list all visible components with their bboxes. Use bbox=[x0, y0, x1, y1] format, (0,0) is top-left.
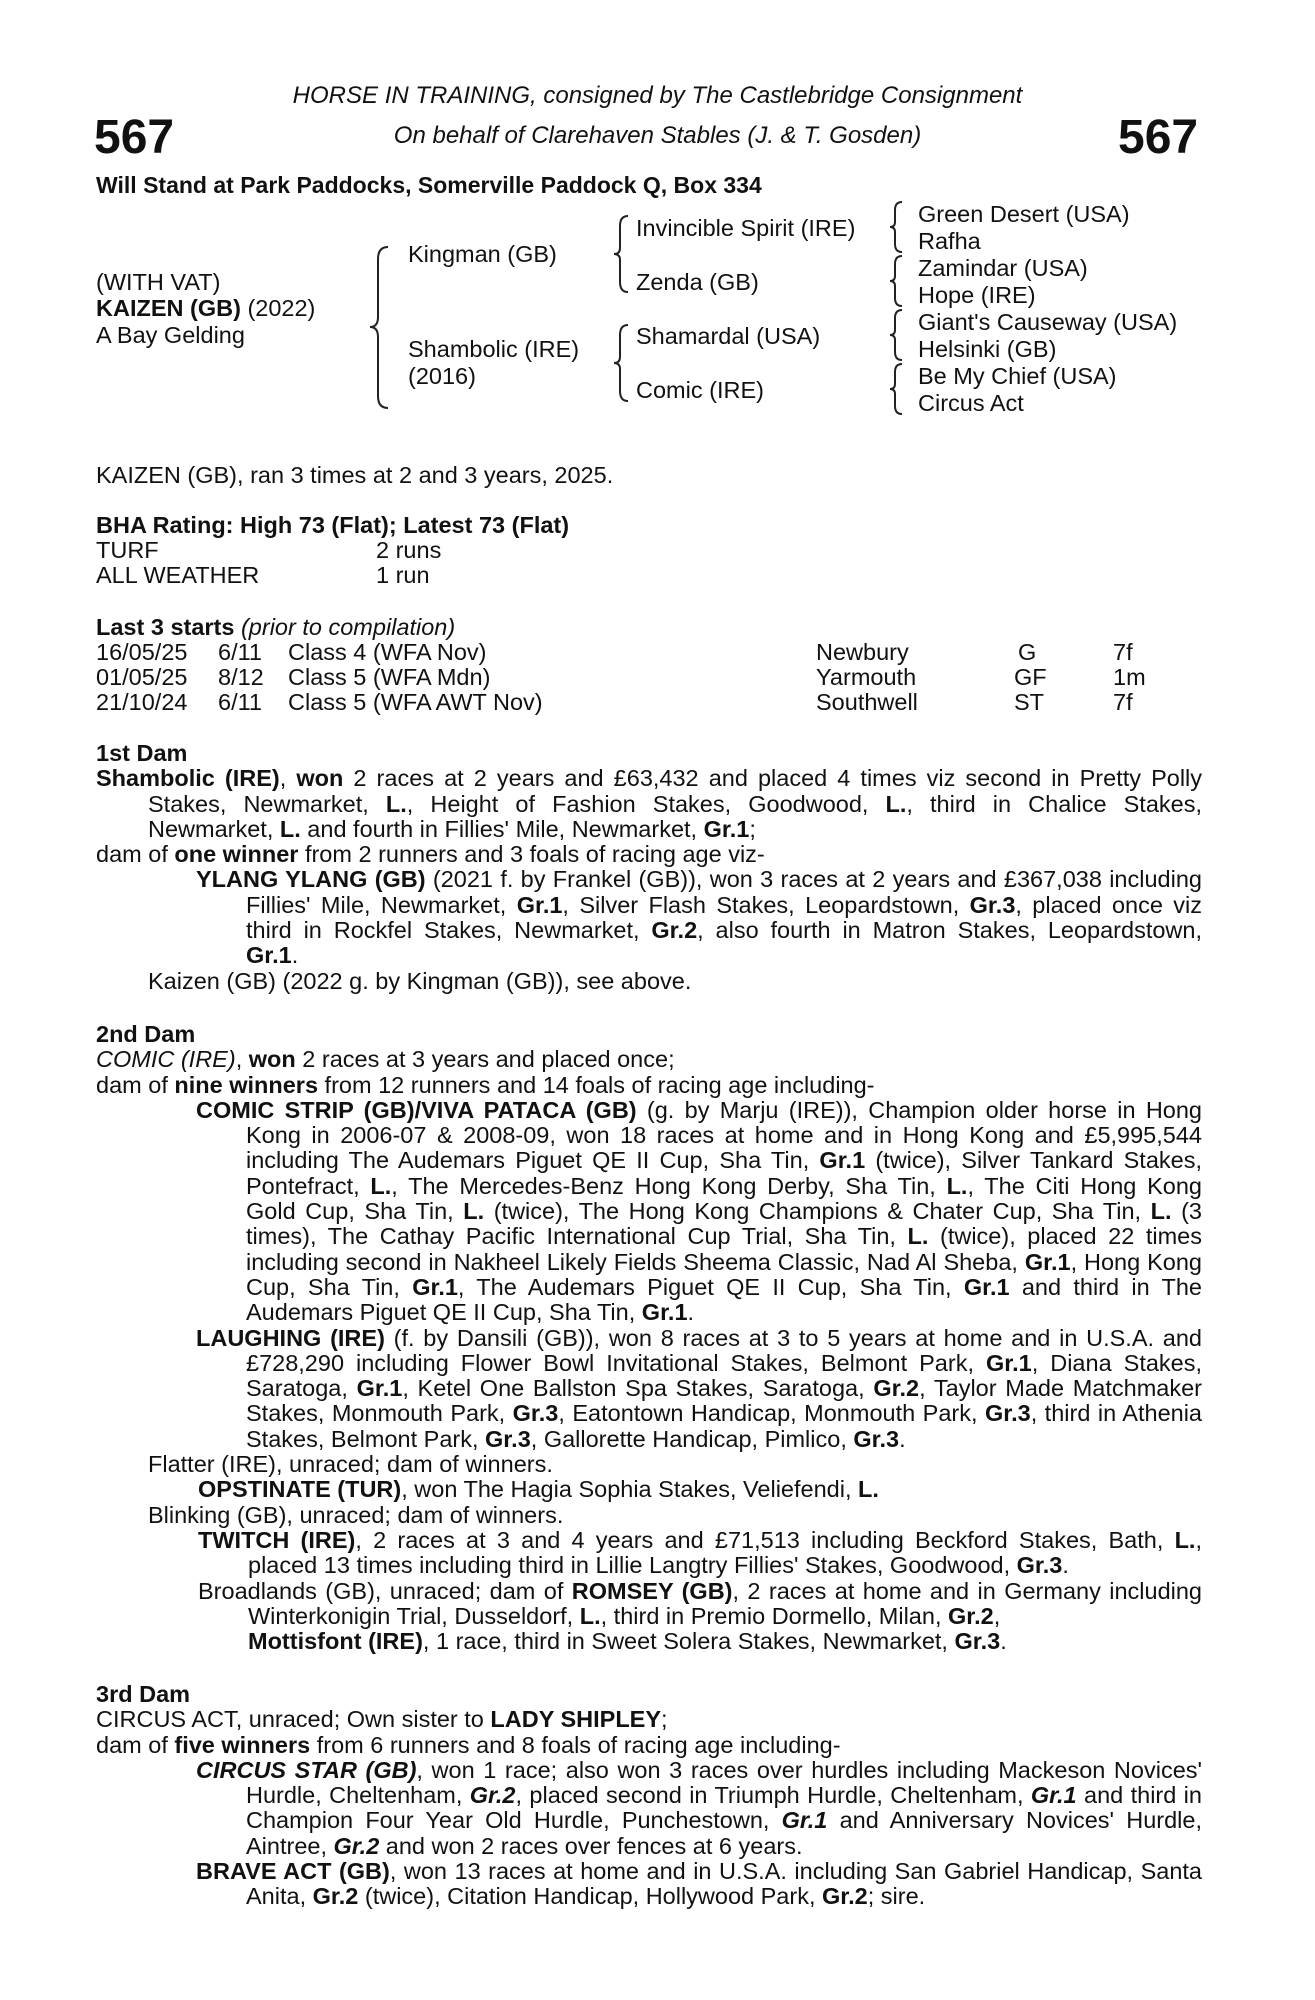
pedigree-dam-dam: Comic (IRE) bbox=[636, 377, 764, 403]
pedigree-g2: Rafha bbox=[918, 228, 981, 254]
group-label: Gr.3 bbox=[969, 891, 1016, 918]
text: , won 13 races at home and in U.S.A. including San Gabriel Handicap, Santa Anita, bbox=[246, 1858, 1202, 1910]
text: . bbox=[1000, 1628, 1007, 1655]
text: and third in Champion Four Year Old Hurdle, Punchestown, bbox=[246, 1782, 1202, 1834]
progeny-kaizen: Kaizen (GB) (2022 g. by Kingman (GB)), see above. bbox=[148, 967, 692, 994]
won-label: won bbox=[296, 765, 344, 792]
group-label: Gr.3 bbox=[853, 1425, 900, 1452]
pedigree-brace-g1 bbox=[888, 200, 904, 259]
location-line: Will Stand at Park Paddocks, Somerville Paddock Q, Box 334 bbox=[96, 172, 762, 198]
start-course: Newbury bbox=[816, 639, 909, 665]
group-label: Gr.2 bbox=[651, 917, 698, 944]
horse-year: (2022) bbox=[247, 295, 316, 321]
text: , placed once viz third in Rockfel Stakes, Newmarket, bbox=[246, 891, 1203, 944]
pedigree-g5: Giant's Causeway (USA) bbox=[918, 309, 1178, 335]
group-label: Gr.3 bbox=[1016, 1552, 1063, 1579]
text: , The Audemars Piguet QE II Cup, Sha Tin, bbox=[457, 1273, 964, 1300]
second-dam-section bbox=[96, 1022, 1202, 1654]
start-position: 6/11 bbox=[218, 689, 262, 715]
group-label: Gr.3 bbox=[485, 1425, 531, 1452]
text: , placed 13 times including third in Lillie Langtry Fillies' Stakes, Goodwood, bbox=[248, 1526, 1202, 1579]
rating-runs: 1 run bbox=[376, 562, 430, 588]
text: , third in Premio Dormello, Milan, bbox=[600, 1602, 949, 1629]
text: from 2 runners and 3 foals of racing age viz- bbox=[298, 841, 765, 868]
lot-number-right: 567 bbox=[1118, 111, 1199, 164]
pedigree-brace-sire bbox=[612, 214, 630, 299]
first-dam-section bbox=[96, 741, 1202, 994]
text: , Taylor Made Matchmaker Stakes, Monmouth Park, bbox=[246, 1375, 1202, 1427]
text: , third in Chalice Stakes, Newmarket, bbox=[148, 790, 1203, 842]
first-dam-produce-line bbox=[96, 842, 1202, 867]
progeny-ylang-ylang bbox=[96, 867, 1202, 968]
text: from 12 runners and 14 foals of racing age including- bbox=[318, 1071, 875, 1098]
group-label: Gr.1 bbox=[412, 1273, 458, 1300]
pedigree-g6: Helsinki (GB) bbox=[918, 336, 1057, 362]
group-label: Gr.2 bbox=[312, 1883, 359, 1910]
second-dam-heading: 2nd Dam bbox=[96, 1021, 196, 1047]
winner-count: nine winners bbox=[174, 1071, 319, 1098]
start-distance: 1m bbox=[1113, 664, 1146, 690]
pedigree-dam-sire: Shamardal (USA) bbox=[636, 323, 821, 349]
group-label: Gr.1 bbox=[703, 815, 750, 842]
last-starts-note: (prior to compilation) bbox=[240, 614, 456, 640]
start-course: Southwell bbox=[816, 689, 918, 715]
progeny-brave-act bbox=[96, 1859, 1202, 1910]
listed-label: L. bbox=[385, 790, 407, 817]
text: . bbox=[899, 1425, 906, 1452]
winner-count: one winner bbox=[174, 841, 299, 868]
text: , third in Athenia Stakes, Belmont Park, bbox=[246, 1400, 1203, 1452]
text: , Eatontown Handicap, Monmouth Park, bbox=[558, 1400, 985, 1427]
listed-label: L. bbox=[579, 1602, 601, 1629]
group-label: Gr.1 bbox=[963, 1273, 1010, 1300]
group-label: Gr.2 bbox=[873, 1375, 920, 1402]
pedigree-brace-g2 bbox=[888, 254, 904, 313]
text: , 1 race, third in Sweet Solera Stakes, Newmarket, bbox=[422, 1628, 955, 1655]
pedigree-brace-dam bbox=[612, 323, 630, 408]
listed-label: L. bbox=[279, 815, 301, 842]
pedigree-dam-year: (2016) bbox=[408, 363, 476, 389]
group-label: Gr.3 bbox=[954, 1628, 1001, 1655]
text: and Anniversary Novices' Hurdle, Aintree, bbox=[246, 1807, 1202, 1859]
text: , Ketel One Ballston Spa Stakes, Saratoga, bbox=[402, 1375, 874, 1402]
group-label: Gr.2 bbox=[822, 1883, 868, 1910]
text: ; bbox=[661, 1706, 668, 1733]
text: dam of bbox=[96, 841, 175, 868]
pedigree-g8: Circus Act bbox=[918, 390, 1024, 416]
text: dam of bbox=[96, 1731, 175, 1758]
start-race: Class 5 (WFA Mdn) bbox=[288, 664, 491, 690]
text: (twice), Silver Tankard Stakes, Pontefract, bbox=[246, 1147, 1202, 1199]
second-dam-produce-line bbox=[96, 1073, 1202, 1098]
start-distance: 7f bbox=[1113, 639, 1133, 665]
pedigree-g7: Be My Chief (USA) bbox=[918, 363, 1117, 389]
group-label: Gr.2 bbox=[333, 1832, 380, 1859]
rating-row: ALL WEATHER bbox=[96, 562, 260, 588]
third-dam-section bbox=[96, 1682, 1202, 1910]
last-starts-title bbox=[96, 615, 455, 640]
horse-description: A Bay Gelding bbox=[96, 322, 245, 348]
group-label: Gr.1 bbox=[781, 1807, 828, 1834]
horse-title bbox=[96, 296, 315, 321]
listed-label: L. bbox=[1174, 1526, 1196, 1553]
progeny-name: LAUGHING (IRE) bbox=[196, 1324, 385, 1351]
last-starts-heading: Last 3 starts bbox=[96, 614, 235, 640]
first-dam-name: Shambolic (IRE) bbox=[96, 765, 280, 792]
progeny-laughing bbox=[96, 1326, 1202, 1452]
pedigree-sire-sire: Invincible Spirit (IRE) bbox=[636, 215, 856, 241]
text: , The Citi Hong Kong Gold Cup, Sha Tin, bbox=[246, 1172, 1202, 1225]
group-label: Gr.2 bbox=[948, 1602, 994, 1629]
start-date: 21/10/24 bbox=[96, 689, 188, 715]
progeny-circus-star bbox=[96, 1758, 1202, 1859]
text: (twice), The Hong Kong Champions & Chater Cup, Sha Tin, bbox=[484, 1198, 1151, 1225]
winner-count: five winners bbox=[174, 1731, 311, 1758]
text: (f. by Dansili (GB)), won 8 races at 3 to 5 years at home and in U.S.A. and £728,290 including Flower Bowl Invitational Stakes, Belmont Park, bbox=[246, 1324, 1202, 1376]
listed-label: L. bbox=[858, 1476, 879, 1503]
listed-label: L. bbox=[1150, 1198, 1172, 1225]
progeny-name: COMIC STRIP (GB)/VIVA PATACA (GB) bbox=[196, 1096, 637, 1123]
text: (twice), Citation Handicap, Hollywood Park, bbox=[358, 1883, 823, 1910]
progeny-name: OPSTINATE (TUR) bbox=[198, 1476, 402, 1503]
pedigree-g4: Hope (IRE) bbox=[918, 282, 1036, 308]
text: , Diana Stakes, Saratoga, bbox=[246, 1349, 1203, 1402]
text: 2 races at 2 years and £63,432 and placed 4 times viz second in Pretty Polly Stakes, Newmarket, bbox=[148, 765, 1203, 817]
text: , Silver Flash Stakes, Leopardstown, bbox=[562, 891, 970, 918]
listed-label: L. bbox=[885, 790, 907, 817]
group-label: Gr.2 bbox=[469, 1782, 516, 1809]
third-dam-record bbox=[96, 1707, 1202, 1732]
on-behalf-line: On behalf of Clarehaven Stables (J. & T. Gosden) bbox=[393, 122, 922, 149]
listed-label: L. bbox=[463, 1198, 485, 1225]
pedigree-dam: Shambolic (IRE) bbox=[408, 336, 580, 362]
first-dam-record: Shambolic (IRE), won 2 races at 2 years and £63,432 and placed 4 times viz second in Pretty Polly Stakes, Newmarket, L., Height of Fashion Stakes, Goodwood, L., third in Chalice Stakes, Newmarket, L. and fourth in Fillies' Mile, Newmarket, Gr.1; bbox=[96, 765, 1203, 842]
rating-row: TURF bbox=[96, 537, 159, 563]
text: (3 times), The Cathay Pacific International Cup Trial, Sha Tin, bbox=[246, 1198, 1202, 1250]
group-label: Gr.1 bbox=[516, 891, 563, 918]
text: , won The Hagia Sophia Stakes, Veliefendi, bbox=[401, 1476, 859, 1503]
text: CIRCUS ACT, unraced; Own sister to bbox=[96, 1706, 491, 1733]
progeny-name: ROMSEY (GB) bbox=[571, 1577, 733, 1604]
group-label: Gr.1 bbox=[985, 1349, 1032, 1376]
text: , Height of Fashion Stakes, Goodwood, bbox=[406, 790, 886, 817]
progeny-blinking: Blinking (GB), unraced; dam of winners. bbox=[148, 1501, 564, 1528]
text: (g. by Marju (IRE)), Champion older horse in Hong Kong in 2006-07 & 2008-09, won 18 races at home and in Hong Kong and £5,995,544 including The Audemars Piguet QE II Cup, Sha Tin, bbox=[246, 1096, 1203, 1174]
bha-rating-title: BHA Rating: High 73 (Flat); Latest 73 (Flat) bbox=[96, 512, 570, 538]
text: , placed second in Triumph Hurdle, Cheltenham, bbox=[515, 1782, 1031, 1809]
third-dam-produce-line bbox=[96, 1733, 1202, 1758]
third-dam-heading: 3rd Dam bbox=[96, 1681, 191, 1707]
text: . bbox=[687, 1299, 695, 1326]
group-label: Gr.1 bbox=[1030, 1782, 1077, 1809]
text: and won 2 races over fences at 6 years. bbox=[379, 1832, 803, 1859]
start-going: GF bbox=[1014, 664, 1047, 690]
text: , 2 races at 3 and 4 years and £71,513 including Beckford Stakes, Bath, bbox=[355, 1526, 1175, 1553]
text: , Gallorette Handicap, Pimlico, bbox=[530, 1425, 854, 1452]
text: . bbox=[291, 942, 299, 969]
start-date: 16/05/25 bbox=[96, 639, 188, 665]
start-race: Class 4 (WFA Nov) bbox=[288, 639, 487, 665]
pedigree-sire-dam: Zenda (GB) bbox=[636, 269, 759, 295]
start-date: 01/05/25 bbox=[96, 664, 188, 690]
lot-number-left: 567 bbox=[94, 111, 175, 164]
text: Broadlands (GB), unraced; dam of bbox=[198, 1577, 572, 1604]
text: 2 races at 3 years and placed once; bbox=[295, 1046, 675, 1073]
second-dam-record: COMIC (IRE), won 2 races at 3 years and placed once; bbox=[96, 1046, 675, 1073]
start-going: G bbox=[1018, 639, 1037, 665]
progeny-name: Mottisfont (IRE) bbox=[248, 1628, 423, 1655]
progeny-comic-strip bbox=[96, 1098, 1202, 1326]
grandprogeny-twitch bbox=[96, 1528, 1202, 1579]
text: , 2 races at home and in Germany including Winterkonigin Trial, Dusseldorf, bbox=[248, 1577, 1203, 1629]
pedigree-brace-g3 bbox=[888, 308, 904, 367]
won-label: won bbox=[248, 1046, 296, 1073]
group-label: Gr.3 bbox=[984, 1400, 1031, 1427]
progeny-name: CIRCUS STAR (GB) bbox=[196, 1756, 417, 1783]
grandprogeny-opstinate bbox=[96, 1477, 1202, 1502]
text: and third in The Audemars Piguet QE II Cup, Sha Tin, bbox=[246, 1273, 1202, 1326]
rating-runs: 2 runs bbox=[376, 537, 442, 563]
listed-label: L. bbox=[370, 1172, 392, 1199]
start-course: Yarmouth bbox=[816, 664, 917, 690]
listed-label: L. bbox=[946, 1172, 968, 1199]
vat-label: (WITH VAT) bbox=[96, 269, 221, 295]
progeny-flatter: Flatter (IRE), unraced; dam of winners. bbox=[148, 1451, 553, 1478]
horse-name: KAIZEN (GB) bbox=[96, 295, 241, 321]
second-dam-name: COMIC (IRE) bbox=[96, 1046, 236, 1073]
group-label: Gr.1 bbox=[819, 1147, 866, 1174]
listed-label: L. bbox=[907, 1223, 929, 1250]
text: and fourth in Fillies' Mile, Newmarket, bbox=[300, 815, 704, 842]
text: from 6 runners and 8 foals of racing age including- bbox=[310, 1731, 841, 1758]
sister-name: LADY SHIPLEY bbox=[490, 1706, 662, 1733]
text: , won 1 race; also won 3 races over hurdles including Mackeson Novices' Hurdle, Cheltenham, bbox=[246, 1756, 1203, 1809]
pedigree-sire: Kingman (GB) bbox=[408, 241, 557, 267]
grandprogeny-broadlands: Broadlands (GB), unraced; dam of ROMSEY (GB), 2 races at home and in Germany including Winterkonigin Trial, Dusseldorf, L., third in Premio Dormello, Milan, Gr.2, Mottisfont (IRE), 1 race, third in Sweet Solera Stakes, Newmarket, Gr.3. bbox=[198, 1577, 1203, 1655]
pedigree-g3: Zamindar (USA) bbox=[918, 255, 1088, 281]
progeny-name: BRAVE ACT (GB) bbox=[196, 1858, 390, 1885]
text: (twice), placed 22 times including second in Nakheel Likely Fields Sheema Classic, Nad Al Sheba, bbox=[246, 1223, 1202, 1275]
first-dam-heading: 1st Dam bbox=[96, 740, 188, 766]
start-position: 6/11 bbox=[218, 639, 262, 665]
pedigree-brace-main bbox=[368, 245, 390, 415]
text: , also fourth in Matron Stakes, Leopardstown, bbox=[697, 917, 1202, 944]
group-label: Gr.1 bbox=[1024, 1248, 1071, 1275]
progeny-name: TWITCH (IRE) bbox=[198, 1526, 356, 1553]
group-label: Gr.1 bbox=[246, 942, 292, 969]
text: dam of bbox=[96, 1071, 175, 1098]
start-position: 8/12 bbox=[218, 664, 264, 690]
pedigree-brace-g4 bbox=[888, 362, 904, 421]
text: , Hong Kong Cup, Sha Tin, bbox=[246, 1248, 1202, 1300]
start-distance: 7f bbox=[1113, 689, 1133, 715]
consignment-line: HORSE IN TRAINING, consigned by The Castlebridge Consignment bbox=[292, 82, 1023, 109]
pedigree-g1: Green Desert (USA) bbox=[918, 201, 1130, 227]
text: (2021 f. by Frankel (GB)), won 3 races at 2 years and £367,038 including Fillies' Mile, Newmarket, bbox=[246, 866, 1202, 918]
group-label: Gr.1 bbox=[641, 1299, 688, 1326]
text: , The Mercedes-Benz Hong Kong Derby, Sha Tin, bbox=[391, 1172, 947, 1199]
text: . bbox=[1062, 1552, 1069, 1579]
race-summary: KAIZEN (GB), ran 3 times at 2 and 3 years, 2025. bbox=[96, 462, 614, 488]
start-race: Class 5 (WFA AWT Nov) bbox=[288, 689, 543, 715]
progeny-name: YLANG YLANG (GB) bbox=[196, 866, 426, 893]
group-label: Gr.1 bbox=[356, 1375, 403, 1402]
group-label: Gr.3 bbox=[512, 1400, 559, 1427]
text: ; sire. bbox=[867, 1883, 926, 1910]
start-going: ST bbox=[1014, 689, 1045, 715]
text: ; bbox=[749, 815, 756, 842]
